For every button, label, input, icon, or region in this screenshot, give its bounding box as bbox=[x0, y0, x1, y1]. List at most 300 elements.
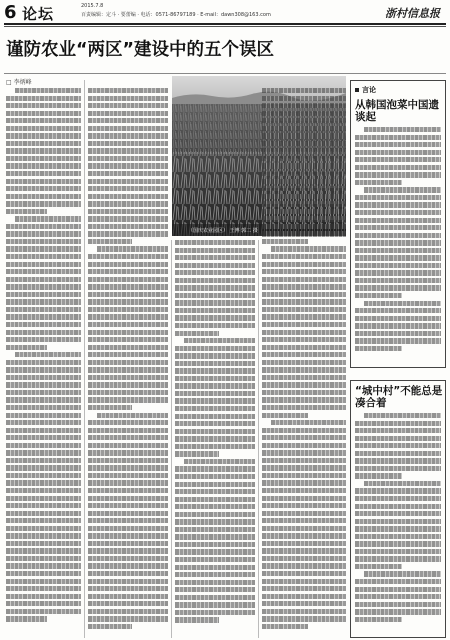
text-line bbox=[262, 330, 346, 335]
text-line bbox=[355, 180, 402, 185]
text-line bbox=[175, 527, 255, 532]
text-line bbox=[88, 314, 168, 319]
text-line bbox=[88, 284, 168, 289]
text-line bbox=[175, 368, 255, 373]
text-line bbox=[88, 360, 168, 365]
text-line bbox=[355, 346, 402, 351]
text-line bbox=[355, 587, 441, 592]
text-line bbox=[184, 459, 255, 464]
text-line bbox=[262, 397, 346, 402]
text-line bbox=[262, 541, 346, 546]
text-line bbox=[175, 565, 255, 570]
text-line bbox=[262, 111, 346, 116]
text-line bbox=[88, 133, 168, 138]
text-line bbox=[175, 398, 255, 403]
text-line bbox=[355, 218, 441, 223]
text-line bbox=[6, 239, 81, 244]
text-line bbox=[6, 616, 47, 621]
text-line bbox=[175, 429, 255, 434]
text-line bbox=[88, 473, 168, 478]
commentary-title-2: “城中村”不能总是凑合着 bbox=[355, 385, 443, 409]
text-line bbox=[88, 465, 168, 470]
text-line bbox=[175, 549, 255, 554]
text-line bbox=[6, 382, 81, 387]
text-line bbox=[262, 571, 346, 576]
text-line bbox=[355, 308, 441, 313]
text-line bbox=[262, 292, 346, 297]
text-line bbox=[175, 255, 255, 260]
text-line bbox=[262, 194, 346, 199]
text-line bbox=[88, 269, 168, 274]
text-line bbox=[88, 511, 168, 516]
text-line bbox=[355, 293, 402, 298]
text-line bbox=[6, 390, 81, 395]
text-line bbox=[88, 382, 168, 387]
text-line bbox=[97, 413, 168, 418]
text-line bbox=[355, 451, 441, 456]
text-line bbox=[6, 163, 81, 168]
column-label bbox=[355, 85, 376, 95]
text-line bbox=[355, 157, 441, 162]
text-line bbox=[88, 103, 168, 108]
text-line bbox=[355, 564, 402, 569]
text-line bbox=[88, 201, 168, 206]
text-line bbox=[184, 338, 255, 343]
text-line bbox=[355, 473, 402, 478]
text-line bbox=[88, 586, 168, 591]
text-line bbox=[175, 542, 255, 547]
text-line bbox=[88, 375, 168, 380]
text-line bbox=[175, 361, 255, 366]
text-line bbox=[6, 141, 81, 146]
text-line bbox=[355, 541, 441, 546]
text-line bbox=[355, 316, 441, 321]
text-line bbox=[262, 360, 346, 365]
article-author: □ 李炳峰 bbox=[6, 79, 32, 86]
text-line bbox=[6, 224, 81, 229]
commentary-box-2 bbox=[350, 380, 446, 638]
page-header bbox=[0, 0, 450, 30]
text-line bbox=[88, 345, 168, 350]
text-line bbox=[175, 308, 255, 313]
text-line bbox=[355, 526, 441, 531]
text-line bbox=[262, 511, 346, 516]
text-line bbox=[262, 556, 346, 561]
text-line bbox=[88, 239, 132, 244]
text-line bbox=[88, 526, 168, 531]
text-line bbox=[175, 383, 255, 388]
text-line bbox=[6, 246, 81, 251]
text-line bbox=[262, 405, 346, 410]
text-line bbox=[175, 504, 255, 509]
text-line bbox=[6, 126, 81, 131]
commentary-box-1 bbox=[350, 80, 446, 368]
text-line bbox=[6, 231, 81, 236]
issue-date: 2015.7.8 bbox=[81, 3, 104, 9]
text-line bbox=[262, 518, 346, 523]
text-line bbox=[6, 103, 81, 108]
text-line bbox=[88, 480, 168, 485]
text-line bbox=[175, 572, 255, 577]
text-line bbox=[355, 323, 441, 328]
text-line bbox=[262, 262, 346, 267]
text-line bbox=[6, 594, 81, 599]
text-line bbox=[262, 624, 308, 629]
editor-contact-info: 百责编辑：定斗 · 要蕾编 · 电话：0571-86797189 · E-mail：dawn308@163.com bbox=[81, 12, 271, 18]
text-line bbox=[88, 518, 168, 523]
text-line bbox=[262, 382, 346, 387]
text-line bbox=[6, 511, 81, 516]
text-line bbox=[88, 548, 168, 553]
text-line bbox=[355, 594, 441, 599]
text-line bbox=[262, 526, 346, 531]
text-line bbox=[6, 337, 81, 342]
text-line bbox=[355, 210, 441, 215]
text-line bbox=[262, 171, 346, 176]
text-line bbox=[262, 284, 346, 289]
text-line bbox=[175, 414, 255, 419]
text-line bbox=[355, 248, 441, 253]
text-line bbox=[88, 88, 168, 93]
text-line bbox=[355, 150, 441, 155]
text-line bbox=[262, 179, 346, 184]
text-line bbox=[262, 224, 346, 229]
text-line bbox=[262, 209, 346, 214]
text-line bbox=[355, 556, 441, 561]
text-line bbox=[88, 571, 168, 576]
newspaper-masthead: 浙村信息报 bbox=[385, 7, 440, 20]
photo-caption: （国庆农业园区） 王博 郭二 摄 bbox=[188, 228, 258, 234]
text-line bbox=[262, 450, 346, 455]
commentary-body-2 bbox=[355, 413, 441, 633]
text-line bbox=[15, 88, 81, 93]
text-line bbox=[88, 179, 168, 184]
text-line bbox=[262, 465, 346, 470]
text-line bbox=[175, 482, 255, 487]
text-line bbox=[175, 436, 255, 441]
text-line bbox=[6, 133, 81, 138]
text-line bbox=[262, 428, 346, 433]
text-line bbox=[88, 420, 168, 425]
text-line bbox=[355, 142, 441, 147]
text-line bbox=[262, 239, 308, 244]
text-line bbox=[88, 141, 168, 146]
text-line bbox=[262, 616, 346, 621]
text-line bbox=[6, 375, 81, 380]
text-line bbox=[355, 255, 441, 260]
text-line bbox=[262, 299, 346, 304]
text-line bbox=[262, 322, 346, 327]
text-line bbox=[262, 314, 346, 319]
text-line bbox=[6, 435, 81, 440]
text-line bbox=[6, 450, 81, 455]
text-line bbox=[262, 337, 346, 342]
text-line bbox=[355, 263, 441, 268]
text-line bbox=[364, 301, 441, 306]
text-line bbox=[355, 602, 441, 607]
text-line bbox=[88, 405, 132, 410]
text-line bbox=[6, 360, 81, 365]
text-line bbox=[262, 307, 346, 312]
text-line bbox=[355, 549, 441, 554]
text-line bbox=[175, 248, 255, 253]
text-line bbox=[355, 443, 441, 448]
text-line bbox=[88, 624, 132, 629]
text-line bbox=[88, 111, 168, 116]
text-line bbox=[88, 262, 168, 267]
text-line bbox=[262, 496, 346, 501]
text-line bbox=[6, 299, 81, 304]
text-line bbox=[6, 413, 81, 418]
text-line bbox=[355, 225, 441, 230]
text-line bbox=[262, 579, 346, 584]
text-line bbox=[262, 443, 346, 448]
text-line bbox=[271, 420, 346, 425]
text-line bbox=[6, 571, 81, 576]
text-line bbox=[6, 111, 81, 116]
text-line bbox=[88, 171, 168, 176]
text-line bbox=[355, 285, 441, 290]
article-column-4 bbox=[262, 88, 346, 636]
text-line bbox=[262, 216, 346, 221]
text-line bbox=[88, 533, 168, 538]
text-line bbox=[175, 617, 219, 622]
text-line bbox=[6, 269, 81, 274]
text-line bbox=[262, 601, 346, 606]
text-line bbox=[262, 480, 346, 485]
text-line bbox=[6, 171, 81, 176]
text-line bbox=[88, 397, 168, 402]
text-line bbox=[175, 293, 255, 298]
text-line bbox=[262, 88, 346, 93]
text-line bbox=[262, 126, 346, 131]
text-line bbox=[88, 503, 168, 508]
text-line bbox=[262, 375, 346, 380]
text-line bbox=[355, 421, 441, 426]
text-line bbox=[6, 488, 81, 493]
text-line bbox=[88, 428, 168, 433]
commentary-sidebar bbox=[350, 80, 446, 640]
page-number: 6 bbox=[4, 2, 17, 23]
text-line bbox=[262, 413, 308, 418]
text-line bbox=[175, 512, 255, 517]
text-line bbox=[88, 277, 168, 282]
text-line bbox=[88, 609, 168, 614]
text-line bbox=[88, 148, 168, 153]
section-name: 论坛 bbox=[22, 5, 55, 23]
text-line bbox=[6, 201, 81, 206]
text-line bbox=[88, 367, 168, 372]
text-line bbox=[97, 246, 168, 251]
text-line bbox=[364, 187, 441, 192]
text-line bbox=[6, 601, 81, 606]
text-line bbox=[262, 254, 346, 259]
text-line bbox=[355, 135, 441, 140]
text-line bbox=[262, 533, 346, 538]
text-line bbox=[175, 376, 255, 381]
text-line bbox=[262, 488, 346, 493]
text-line bbox=[6, 586, 81, 591]
text-line bbox=[15, 352, 81, 357]
text-line bbox=[262, 594, 346, 599]
article-column-2 bbox=[88, 88, 168, 636]
text-line bbox=[364, 413, 441, 418]
text-line bbox=[175, 534, 255, 539]
text-line bbox=[262, 231, 346, 236]
text-line bbox=[6, 458, 81, 463]
text-line bbox=[6, 503, 81, 508]
text-line bbox=[6, 254, 81, 259]
text-line bbox=[262, 148, 346, 153]
text-line bbox=[262, 352, 346, 357]
text-line bbox=[175, 444, 255, 449]
text-line bbox=[355, 511, 441, 516]
text-line bbox=[175, 466, 255, 471]
text-line bbox=[175, 323, 255, 328]
text-line bbox=[15, 216, 81, 221]
text-line bbox=[355, 436, 441, 441]
text-line bbox=[262, 367, 346, 372]
text-line bbox=[175, 346, 255, 351]
text-line bbox=[355, 579, 441, 584]
text-line bbox=[88, 96, 168, 101]
text-line bbox=[88, 224, 168, 229]
text-line bbox=[6, 262, 81, 267]
text-line bbox=[355, 270, 441, 275]
text-line bbox=[175, 557, 255, 562]
text-line bbox=[6, 284, 81, 289]
text-line bbox=[88, 616, 168, 621]
text-line bbox=[6, 397, 81, 402]
text-line bbox=[355, 195, 441, 200]
text-line bbox=[175, 610, 255, 615]
text-line bbox=[88, 209, 168, 214]
text-line bbox=[88, 496, 168, 501]
text-line bbox=[6, 322, 81, 327]
text-line bbox=[88, 563, 168, 568]
text-line bbox=[6, 186, 81, 191]
text-line bbox=[262, 563, 346, 568]
text-line bbox=[88, 307, 168, 312]
text-line bbox=[6, 548, 81, 553]
text-line bbox=[88, 352, 168, 357]
text-line bbox=[6, 480, 81, 485]
text-line bbox=[175, 391, 255, 396]
text-line bbox=[175, 240, 255, 245]
text-line bbox=[355, 609, 441, 614]
text-line bbox=[262, 163, 346, 168]
text-line bbox=[262, 103, 346, 108]
text-line bbox=[88, 299, 168, 304]
text-line bbox=[6, 292, 81, 297]
column-divider bbox=[171, 240, 172, 638]
text-line bbox=[364, 571, 441, 576]
text-line bbox=[6, 465, 81, 470]
header-rule-thin bbox=[4, 26, 446, 27]
text-line bbox=[175, 421, 255, 426]
article-column-1 bbox=[6, 88, 81, 636]
text-line bbox=[262, 96, 346, 101]
text-line bbox=[355, 165, 441, 170]
text-line bbox=[6, 609, 81, 614]
text-line bbox=[88, 231, 168, 236]
text-line bbox=[175, 595, 255, 600]
text-line bbox=[6, 533, 81, 538]
text-line bbox=[175, 263, 255, 268]
text-line bbox=[175, 451, 219, 456]
square-bullet-icon bbox=[355, 88, 359, 92]
text-line bbox=[175, 580, 255, 585]
text-line bbox=[88, 450, 168, 455]
text-line bbox=[262, 609, 346, 614]
text-line bbox=[6, 330, 81, 335]
text-line bbox=[88, 194, 168, 199]
text-line bbox=[175, 270, 255, 275]
column-label-text: 言论 bbox=[362, 86, 376, 94]
text-line bbox=[262, 586, 346, 591]
text-line bbox=[262, 390, 346, 395]
text-line bbox=[88, 156, 168, 161]
article-headline: 谨防农业“两区”建设中的五个误区 bbox=[6, 40, 275, 60]
text-line bbox=[355, 534, 441, 539]
text-line bbox=[175, 489, 255, 494]
text-line bbox=[6, 179, 81, 184]
text-line bbox=[355, 519, 441, 524]
text-line bbox=[355, 504, 441, 509]
text-line bbox=[175, 331, 219, 336]
text-line bbox=[88, 458, 168, 463]
text-line bbox=[88, 292, 168, 297]
text-line bbox=[6, 345, 47, 350]
text-line bbox=[6, 118, 81, 123]
text-line bbox=[6, 443, 81, 448]
text-line bbox=[262, 269, 346, 274]
text-line bbox=[262, 503, 346, 508]
text-line bbox=[355, 278, 441, 283]
text-line bbox=[6, 496, 81, 501]
text-line bbox=[355, 488, 441, 493]
text-line bbox=[262, 118, 346, 123]
text-line bbox=[88, 579, 168, 584]
article-column-3 bbox=[175, 240, 255, 636]
text-line bbox=[88, 330, 168, 335]
text-line bbox=[6, 473, 81, 478]
text-line bbox=[262, 435, 346, 440]
text-line bbox=[88, 322, 168, 327]
text-line bbox=[175, 315, 255, 320]
text-line bbox=[6, 541, 81, 546]
text-line bbox=[6, 518, 81, 523]
text-line bbox=[88, 556, 168, 561]
text-line bbox=[88, 254, 168, 259]
text-line bbox=[88, 541, 168, 546]
text-line bbox=[88, 186, 168, 191]
text-line bbox=[175, 602, 255, 607]
text-line bbox=[175, 474, 255, 479]
text-line bbox=[262, 277, 346, 282]
text-line bbox=[355, 458, 441, 463]
text-line bbox=[88, 337, 168, 342]
text-line bbox=[271, 246, 346, 251]
text-line bbox=[88, 118, 168, 123]
text-line bbox=[355, 338, 441, 343]
text-line bbox=[6, 526, 81, 531]
text-line bbox=[6, 367, 81, 372]
text-line bbox=[6, 96, 81, 101]
text-line bbox=[262, 458, 346, 463]
text-line bbox=[355, 496, 441, 501]
text-line bbox=[355, 466, 441, 471]
